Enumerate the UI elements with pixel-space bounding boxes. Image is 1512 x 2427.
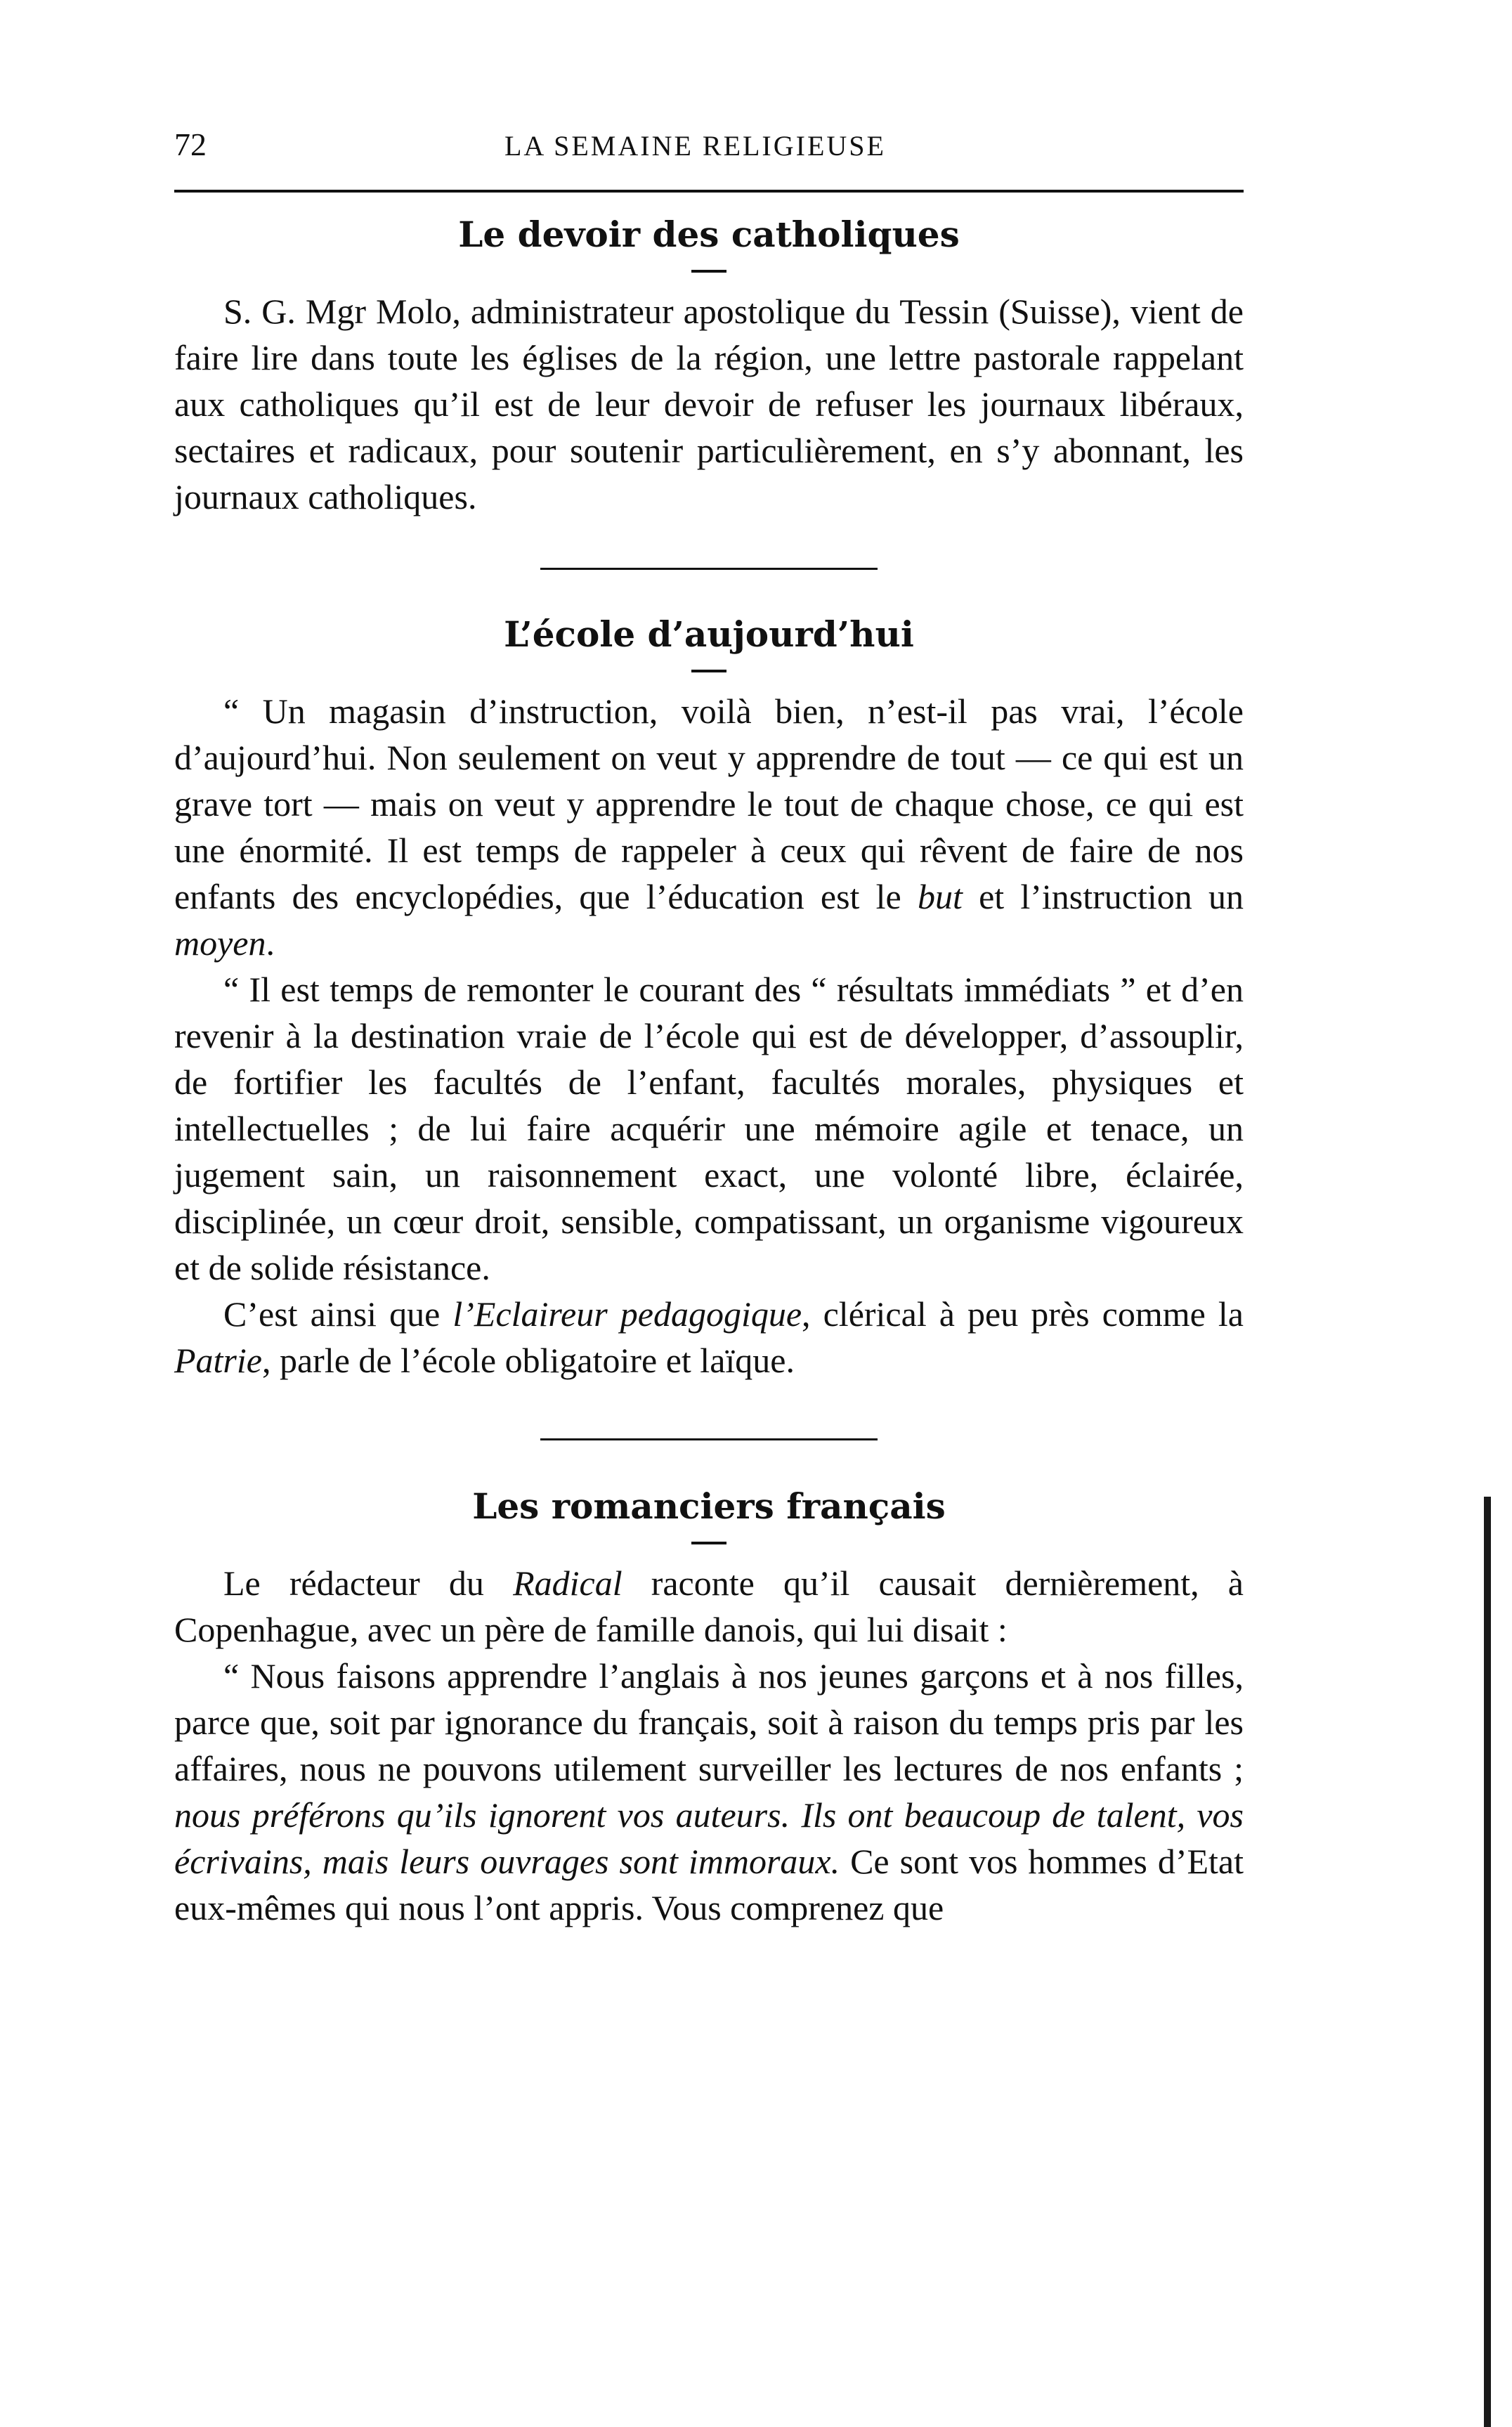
text-span: , clérical à peu près comme la	[802, 1294, 1244, 1334]
italic-span: moyen	[174, 923, 266, 963]
italic-span: Radical	[513, 1563, 623, 1603]
text-span: Ce sont vos hommes d’Etat eux-mêmes qui nous l’ont appris. Vous comprenez que	[174, 1842, 1244, 1927]
section-title-romanciers: Les romanciers français	[472, 1485, 946, 1527]
text-span: “ Nous faisons apprendre l’anglais à nos jeunes garçons et à nos filles, parce que, soit par ignorance du français, soit à raison du temps pris par les affaires, nous ne pouvons utilement surveiller les lectures de nos enfants ;	[174, 1656, 1244, 1788]
title-dash	[691, 270, 726, 273]
text-span: et l’instruction un	[962, 877, 1244, 916]
text-span: .	[266, 923, 275, 963]
page-number: 72	[174, 126, 207, 162]
text-span: “ Un magasin d’instruction, voilà bien, n’est-il pas vrai, l’école d’aujourd’hui. Non seulement on veut y apprendre de tout — ce qui est un grave tort — mais on veut y apprendre le tout de chaque chose, ce qui est une énormité. Il est temps de rappeler à ceux qui rêvent de faire de nos enfants des encyclopédies, que l’éducation est le	[174, 691, 1244, 916]
paragraph-ecole-1	[174, 688, 1244, 966]
paragraph-devoir: S. G. Mgr Molo, administrateur apostolique du Tessin (Suisse), vient de faire lire dans toute les églises de la région, une lettre pastorale rappelant aux catholiques qu’il est de leur devoir de refuser les journaux libéraux, sectaires et radicaux, pour soutenir particulièrement, en s’y abonnant, les journaux catholiques.	[174, 292, 1244, 516]
paragraph-ecole-2: “ Il est temps de remonter le courant des “ résultats immédiats ” et d’en revenir à la destination vraie de l’école qui est de développer, d’assouplir, de fortifier les facultés de l’enfant, facultés morales, physiques et intellectuelles ; de lui faire acquérir une mémoire agile et tenace, un jugement sain, un raisonnement exact, une volonté libre, éclairée, disciplinée, un cœur droit, sensible, compatissant, un organisme vigoureux et de solide résistance.	[174, 970, 1244, 1287]
italic-span: Patrie	[174, 1341, 262, 1380]
text-span: raconte qu’il causait dernièrement, à Copenhague, avec un père de famille danois, qui lui disait :	[174, 1563, 1244, 1649]
section-divider	[540, 568, 878, 570]
paragraph-romanciers-1	[174, 1560, 1244, 1653]
running-title: LA SEMAINE RELIGIEUSE	[504, 130, 886, 162]
text-column	[174, 202, 1244, 1931]
paragraph-romanciers-2	[174, 1653, 1244, 1931]
text-span: Le rédacteur du	[223, 1563, 514, 1603]
running-header	[174, 125, 1242, 167]
section-title-ecole: L’école d’aujourd’hui	[504, 613, 914, 655]
header-rule	[174, 190, 1244, 193]
italic-span: but	[917, 877, 963, 916]
text-span: , parle de l’école obligatoire et laïque.	[261, 1341, 795, 1380]
italic-span: nous préférons qu’ils ignorent vos auteurs. Ils ont beaucoup de talent, vos écrivains, mais leurs ouvrages sont immoraux.	[174, 1795, 1244, 1881]
title-dash	[691, 670, 726, 672]
section-divider	[540, 1438, 878, 1440]
paragraph-ecole-3	[174, 1291, 1244, 1384]
text-span: C’est ainsi que	[223, 1294, 453, 1334]
title-dash	[691, 1542, 726, 1544]
section-title-devoir: Le devoir des catholiques	[458, 214, 960, 255]
italic-span: l’Eclaireur pedagogique	[452, 1294, 802, 1334]
scan-edge-shadow	[1484, 1497, 1491, 2427]
